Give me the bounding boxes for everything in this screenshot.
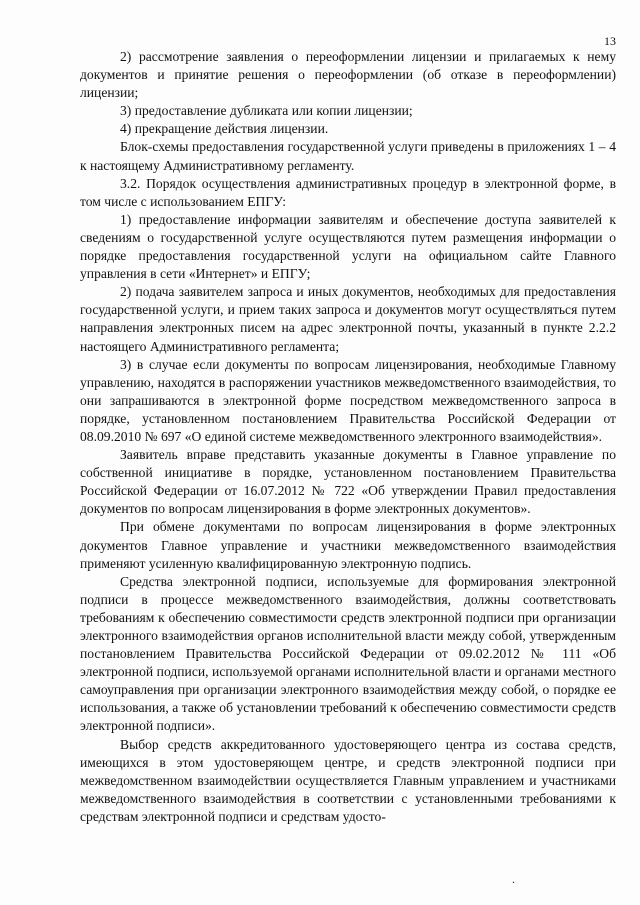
paragraph-applicant-right: Заявитель вправе представить указанные документы в Главное управление по собственной инициативе в порядке, установленном постановлением Правительства Российской Федерации от 16.07.2012 № 722 «Об утверждении Правил предоставления документов по вопросам лицензирования в форме электронных документов».	[80, 447, 616, 517]
paragraph-item-4: 4) прекращение действия лицензии.	[120, 121, 329, 137]
paragraph-item-3: 3) предоставление дубликата или копии лицензии;	[120, 103, 413, 119]
paragraph-electronic-1: 1) предоставление информации заявителям и обеспечение доступа заявителей к сведениям о государственной услуге осуществляются путем размещения информации о порядке предоставления государственной услуги на официальном сайте Главного управления в сети «Интернет» и ЕПГУ;	[80, 211, 616, 282]
paragraph-electronic-3: 3) в случае если документы по вопросам лицензирования, необходимые Главному управлению, находятся в распоряжении участников межведомственного взаимодействия, то они запрашиваются в электронной форме посредством межведомственного запроса в порядке, установленном постановлением Правительства Российской Федерации от 08.09.2010 № 697 «О единой системе межведомственного электронного взаимодействия».	[80, 356, 616, 444]
page-number: 13	[604, 34, 616, 48]
paragraph-ca-selection: Выбор средств аккредитованного удостоверяющего центра из состава средств, имеющихся в этом удостоверяющем центре, и средств электронной подписи при межведомственном взаимодействии осуществляется Главным управлением и участниками межведомственного взаимодействия в соответствии с установленными требованиями к средствам электронной подписи и средствам удосто-	[80, 736, 616, 824]
paragraph-document-exchange: При обмене документами по вопросам лицензирования в форме электронных документов Главное управление и участники межведомственного взаимодействия применяют усиленную квалифицированную электронную подпись.	[80, 519, 616, 571]
document-body	[80, 48, 616, 826]
scan-artifact-dot: .	[512, 872, 515, 886]
paragraph-item-2: 2) рассмотрение заявления о переоформлении лицензии и прилагаемых к нему документов и принятие решения о переоформлении (об отказе в переоформлении) лицензии;	[80, 49, 616, 101]
paragraph-section-3-2: 3.2. Порядок осуществления административных процедур в электронной форме, в том числе с использованием ЕПГУ:	[80, 175, 616, 209]
paragraph-electronic-2: 2) подача заявителем запроса и иных документов, необходимых для предоставления государственной услуги, и прием таких запроса и документов могут осуществляться путем направления электронных писем на адрес электронной почты, указанный в пункте 2.2.2 настоящего Административного регламента;	[80, 284, 616, 354]
paragraph-block-diagrams: Блок-схемы предоставления государственной услуги приведены в приложениях 1 – 4 к настоящему Административному регламенту.	[80, 139, 616, 173]
paragraph-signature-means: Средства электронной подписи, используемые для формирования электронной подписи в процессе межведомственного взаимодействия, должны соответствовать требованиям к обеспечению совместимости средств электронной подписи при организации электронного взаимодействия органов исполнительной власти между собой, утвержденным постановлением Правительства Российской Федерации от 09.02.2012 № 111 «Об электронной подписи, используемой органами исполнительной власти и органами местного самоуправления при организации электронного взаимодействия между собой, о порядке ее использования, а также об установлении требований к обеспечению совместимости средств электронной подписи».	[80, 573, 616, 734]
